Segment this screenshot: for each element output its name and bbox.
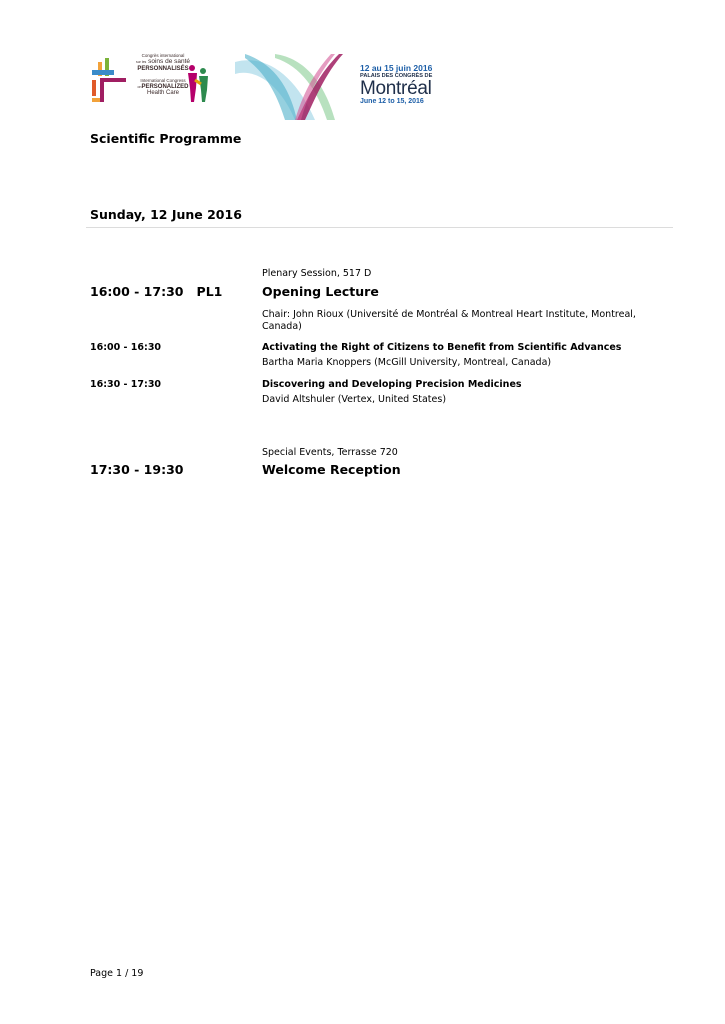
event-dates-block [360, 64, 450, 106]
session-code: PL1 [196, 284, 223, 299]
header-banner [88, 52, 448, 120]
session-time [90, 284, 222, 299]
dates-english: June 12 to 15, 2016 [360, 98, 424, 106]
session-title: Opening Lecture [262, 284, 379, 299]
logo-line-4: International Congress [140, 77, 186, 83]
document-title: Scientific Programme [90, 131, 242, 146]
logo-line-2-prefix: sur les [135, 59, 147, 64]
day-heading: Sunday, 12 June 2016 [90, 207, 242, 222]
session-chair: Chair: John Rioux (Université de Montréal & Montreal Heart Institute, Montreal, Canada) [262, 309, 636, 332]
logo-line-1: Congrès international [141, 53, 185, 58]
talk-title: Activating the Right of Citizens to Benefit from Scientific Advances [262, 342, 622, 353]
session-venue: Special Events, Terrasse 720 [262, 447, 398, 458]
ribbon-graphic [235, 54, 343, 120]
congress-logo [88, 52, 218, 120]
city-name: Montréal [360, 78, 432, 100]
people-figures-icon [184, 64, 212, 104]
logo-line-2-text: soins de santé [148, 57, 191, 65]
divider [86, 227, 673, 228]
dates-french: 12 au 15 juin 2016 [360, 63, 433, 73]
talk-time: 16:00 - 16:30 [90, 342, 162, 353]
talk-speaker: David Altshuler (Vertex, United States) [262, 394, 447, 405]
logo-line-6: Health Care [146, 89, 179, 96]
page-number: Page 1 / 19 [90, 968, 144, 979]
logo-line-5-text: PERSONALIZED [141, 83, 189, 90]
session-time-range: 16:00 - 17:30 [90, 284, 184, 299]
cross-logo-icon [88, 58, 128, 118]
talk-time: 16:30 - 17:30 [90, 379, 162, 390]
session-title: Welcome Reception [262, 462, 401, 477]
logo-line-3: PERSONNALISÉS [137, 65, 189, 72]
venue-name: PALAIS DES CONGRÈS DE [360, 73, 433, 80]
session-venue: Plenary Session, 517 D [262, 268, 372, 279]
logo-line-5-prefix: on [137, 84, 142, 89]
talk-title: Discovering and Developing Precision Medicines [262, 379, 522, 390]
session-time-range: 17:30 - 19:30 [90, 462, 184, 477]
talk-speaker: Bartha Maria Knoppers (McGill University, Montreal, Canada) [262, 357, 552, 368]
